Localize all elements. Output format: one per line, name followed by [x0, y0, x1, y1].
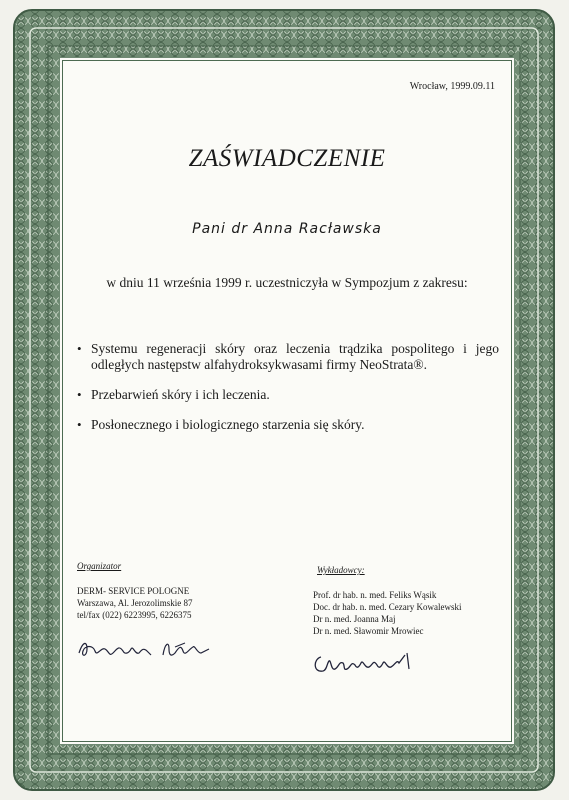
organizer-phone: tel/fax (022) 6223995, 6226375 [77, 610, 192, 620]
organizer-label: Organizator [77, 561, 122, 571]
certificate-panel [62, 60, 512, 742]
lecturer-name: Prof. dr hab. n. med. Feliks Wąsik [313, 590, 437, 600]
list-item [77, 417, 499, 433]
bullet-icon: • [77, 341, 82, 356]
organizer-name: DERM- SERVICE POLOGNE [77, 586, 190, 596]
lecturer-name: Dr n. med. Sławomir Mrowiec [313, 626, 424, 636]
topic-text: Posłonecznego i biologicznego starzenia się skóry. [91, 417, 365, 432]
topic-text: Przebarwień skóry i ich leczenia. [91, 387, 270, 402]
intro-text: w dniu 11 września 1999 r. uczestniczyła w Sympozjum z zakresu: [106, 275, 468, 290]
recipient-name: Pani dr Anna Racławska [192, 221, 382, 237]
bullet-icon: • [77, 387, 82, 402]
topics-list [77, 341, 499, 447]
lecturers-label: Wykładowcy: [317, 565, 365, 575]
organizer-details [77, 585, 193, 621]
list-item [77, 341, 499, 373]
lecturer-name: Dr n. med. Joanna Maj [313, 614, 396, 624]
bullet-icon: • [77, 417, 82, 432]
organizer-signature [75, 635, 215, 665]
organizer-address: Warszawa, Al. Jerozolimskie 87 [77, 598, 193, 608]
lecturer-name: Doc. dr hab. n. med. Cezary Kowalewski [313, 602, 462, 612]
issue-date: Wrocław, 1999.09.11 [409, 81, 495, 92]
list-item [77, 387, 499, 403]
topic-text: Systemu regeneracji skóry oraz leczenia trądzika pospolitego i jego odległych następstw alfahydroksykwasami firmy NeoStrata®. [91, 341, 499, 372]
certificate-title: ZAŚWIADCZENIE [188, 145, 386, 172]
lecturers-list [313, 589, 461, 637]
lecturer-signature [311, 649, 421, 679]
